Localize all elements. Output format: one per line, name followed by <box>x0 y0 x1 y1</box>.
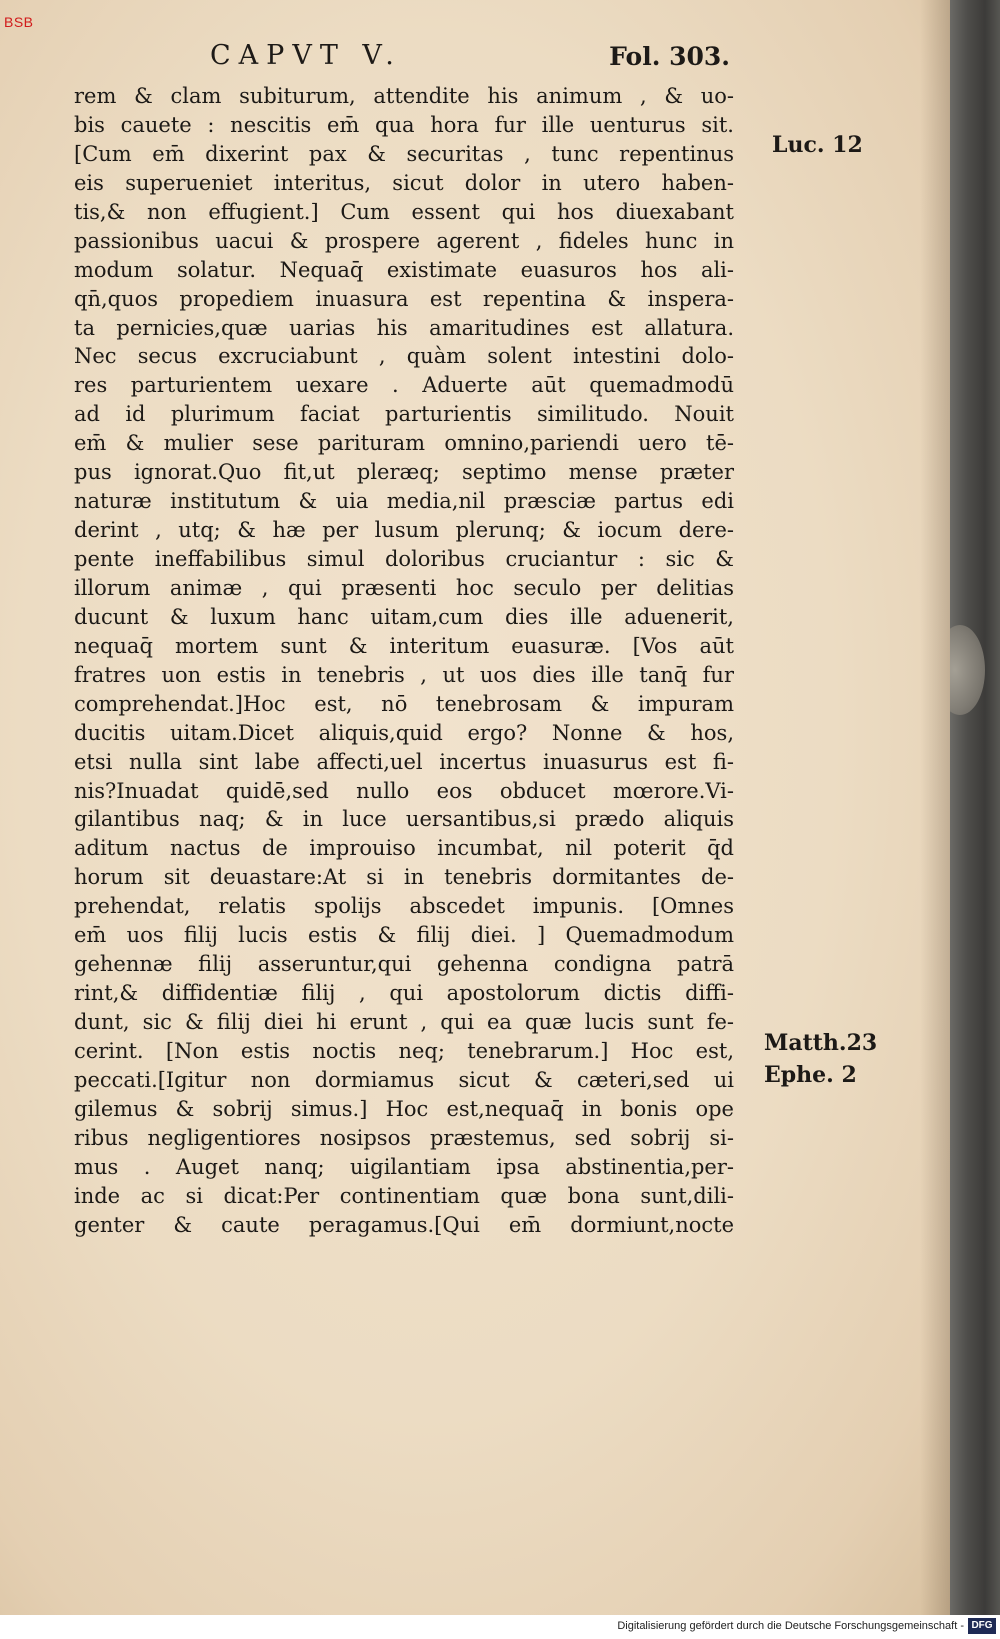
text-line: dunt, sic & filij diei hi erunt , qui ea quæ lucis sunt fe- <box>74 1010 734 1034</box>
running-head <box>210 40 730 76</box>
text-line: em̄ & mulier sese parituram omnino,pariendi uero tē- <box>74 431 734 456</box>
text-line: bis cauete : nescitis em̄ qua hora fur ille uenturus sit. <box>74 112 734 137</box>
text-line: ducunt & luxum hanc uitam,cum dies ille aduenerit, <box>74 604 734 629</box>
footer-bar <box>0 1615 1000 1639</box>
text-line: ribus negligentiores nosipsos præstemus, sed sobrij si- <box>74 1125 734 1150</box>
text-line: nequaq̄ mortem sunt & interitum euasuræ. [Vos aūt <box>74 633 734 658</box>
margin-note-ephe: Ephe. 2 <box>764 1062 857 1088</box>
text-line: nis?Inuadat quidē,sed nullo eos obducet mœrore.Vi- <box>74 778 734 803</box>
text-line: tis,& non effugient.] Cum essent qui hos diuexabant <box>74 199 734 224</box>
text-line: ad id plurimum faciat parturientis similitudo. Nouit <box>74 402 734 427</box>
dfg-logo: DFG <box>968 1618 996 1634</box>
book-binding-edge <box>950 0 1000 1615</box>
text-line: horum sit deuastare:At si in tenebris dormitantes de- <box>74 865 734 890</box>
chapter-heading: CAPVT V. <box>210 40 402 71</box>
funding-credit: Digitalisierung gefördert durch die Deutsche Forschungsgemeinschaft - <box>617 1620 964 1632</box>
text-line: eis superueniet interitus, sicut dolor in utero haben- <box>74 170 734 195</box>
text-line: gilemus & sobrij simus.] Hoc est,nequaq̄ in bonis ope <box>74 1096 734 1121</box>
body-text <box>74 82 734 1240</box>
text-line: pus ignorat.Quo fit,ut pleræq; septimo mense præter <box>74 460 734 485</box>
text-line: illorum animæ , qui præsenti hoc seculo per delitias <box>74 575 734 600</box>
text-line: passionibus uacui & prospere agerent , fideles hunc in <box>74 228 734 253</box>
text-line: gilantibus naq; & in luce uersantibus,si prædo aliquis <box>74 807 734 832</box>
text-line: etsi nulla sint labe affecti,uel incertus inuasurus est fi- <box>74 749 734 774</box>
text-line: mus . Auget nanq; uigilantiam ipsa abstinentia,per- <box>74 1154 734 1179</box>
text-line: cerint. [Non estis noctis neq; tenebrarum.] Hoc est, <box>74 1038 734 1063</box>
folio-number: Fol. 303. <box>609 42 730 71</box>
text-line: modum solatur. Nequaq̄ existimate euasuros hos ali- <box>74 257 734 282</box>
text-line: derint , utq; & hæ per lusum plerunq; & iocum dere- <box>74 518 734 543</box>
text-line: em̄ uos filij lucis estis & filij diei. ] Quemadmodum <box>74 923 734 948</box>
page-gutter-shadow <box>920 0 950 1615</box>
text-line: [Cum em̄ dixerint pax & securitas , tunc repentinus <box>74 141 734 166</box>
text-line: genter & caute peragamus.[Qui em̄ dormiunt,nocte <box>74 1212 734 1237</box>
text-line: peccati.[Igitur non dormiamus sicut & cæteri,sed ui <box>74 1067 734 1092</box>
text-line: fratres uon estis in tenebris , ut uos dies ille tanq̄ fur <box>74 662 734 687</box>
text-line: comprehendat.]Hoc est, nō tenebrosam & impuram <box>74 691 734 716</box>
text-line: gehennæ filij asseruntur,qui gehenna condigna patrā <box>74 952 734 977</box>
text-line: res parturientem uexare . Aduerte aūt quemadmodū <box>74 373 734 398</box>
text-line: naturæ institutum & uia media,nil præsciæ partus edi <box>74 489 734 514</box>
bsb-watermark: BSB <box>4 14 34 30</box>
margin-note-luc: Luc. 12 <box>772 132 863 158</box>
text-line: prehendat, relatis spolijs abscedet impunis. [Omnes <box>74 894 734 919</box>
text-line: aditum nactus de improuiso incumbat, nil poterit q̄d <box>74 836 734 861</box>
text-line: rint,& diffidentiæ filij , qui apostolorum dictis diffi- <box>74 981 734 1006</box>
text-line: rem & clam subiturum, attendite his animum , & uo- <box>74 84 734 108</box>
text-line: inde ac si dicat:Per continentiam quæ bona sunt,dili- <box>74 1183 734 1208</box>
text-line: ta pernicies,quæ uarias his amaritudines est allatura. <box>74 315 734 340</box>
text-line: Nec secus excruciabunt , quàm solent intestini dolo- <box>74 344 734 369</box>
text-line: qn̄,quos propediem inuasura est repentina & inspera- <box>74 286 734 311</box>
margin-note-matth: Matth.23 <box>764 1030 878 1056</box>
text-line: ducitis uitam.Dicet aliquis,quid ergo? Nonne & hos, <box>74 720 734 745</box>
text-line: pente ineffabilibus simul doloribus cruciantur : sic & <box>74 547 734 571</box>
